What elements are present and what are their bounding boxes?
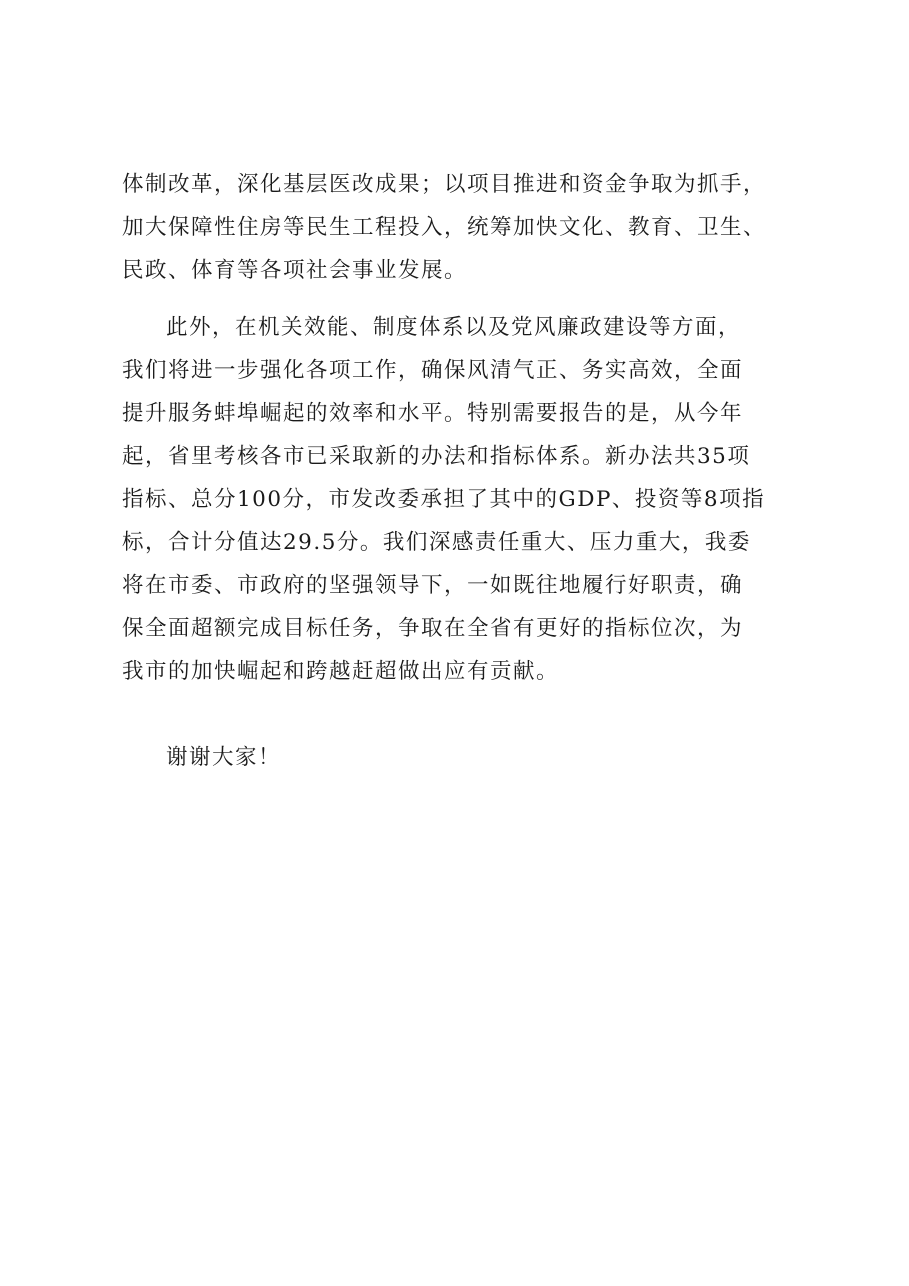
text-line: 此外，在机关效能、制度体系以及党风廉政建设等方面， — [166, 315, 742, 340]
text-line: 起，省里考核各市已采取新的办法和指标体系。新办法共35项 — [122, 444, 751, 469]
text-line: 指标、总分100分，市发改委承担了其中的GDP、投资等8项指 — [122, 487, 766, 512]
text-line: 体制改革，深化基层医改成果；以项目推进和资金争取为抓手， — [122, 172, 767, 197]
text-line: 加大保障性住房等民生工程投入，统筹加快文化、教育、卫生、 — [122, 215, 767, 240]
text-line: 我市的加快崛起和跨越赶超做出应有贡献。 — [122, 659, 560, 684]
text-line: 民政、体育等各项社会事业发展。 — [122, 258, 468, 283]
text-line: 将在市委、市政府的坚强领导下，一如既往地履行好职责，确 — [122, 573, 744, 598]
text-line: 保全面超额完成目标任务，争取在全省有更好的指标位次，为 — [122, 616, 744, 641]
text-line: 提升服务蚌埠崛起的效率和水平。特别需要报告的是，从今年 — [122, 401, 744, 426]
text-line: 谢谢大家！ — [166, 745, 282, 770]
text-line: 我们将进一步强化各项工作，确保风清气正、务实高效，全面 — [122, 358, 744, 383]
text-line: 标，合计分值达29.5分。我们深感责任重大、压力重大，我委 — [122, 530, 751, 555]
